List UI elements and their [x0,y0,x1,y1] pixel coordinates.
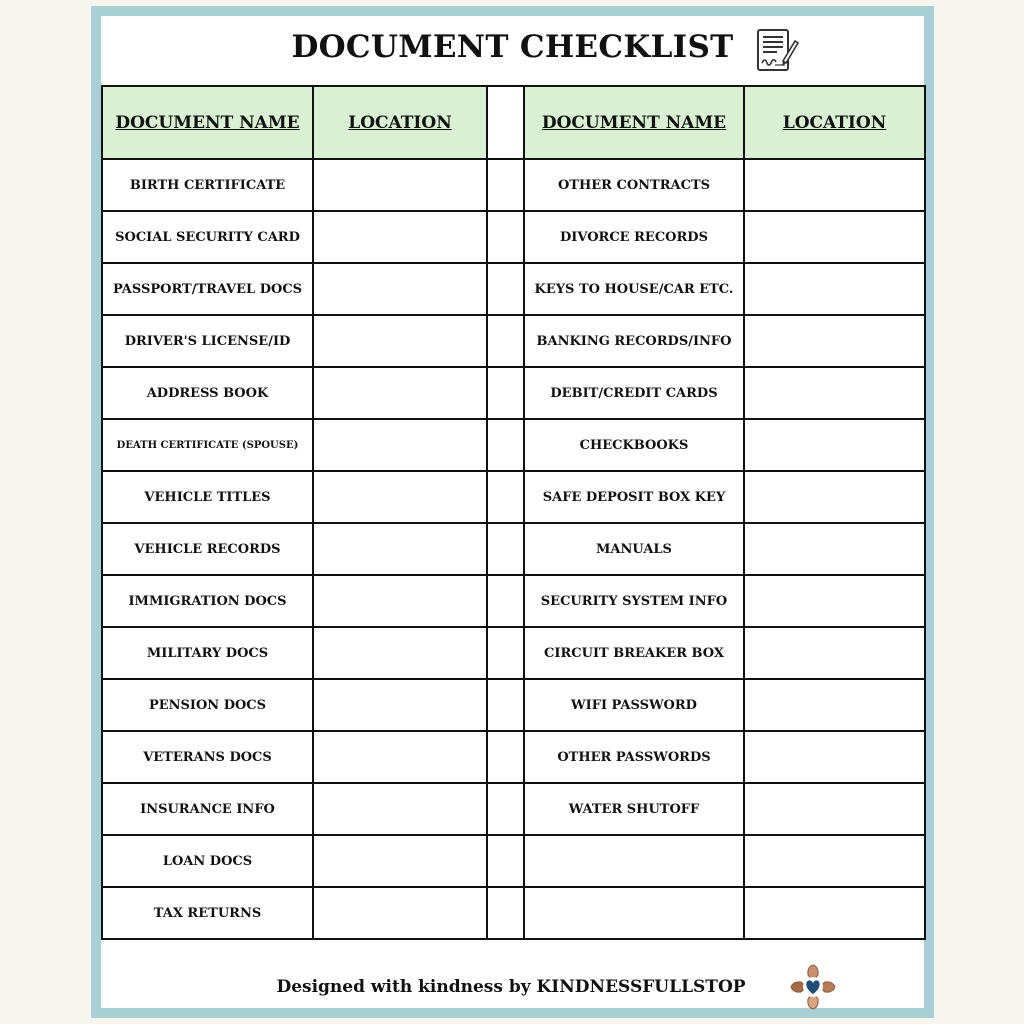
checklist-page [91,6,934,1018]
left-location-cell[interactable] [313,419,487,471]
right-location-cell[interactable] [744,263,925,315]
left-document-name: VEHICLE RECORDS [102,523,313,575]
right-document-name: SECURITY SYSTEM INFO [524,575,744,627]
divider-cell [487,159,524,211]
title-bar [101,16,924,86]
left-document-name: PENSION DOCS [102,679,313,731]
divider-cell [487,471,524,523]
right-location-cell[interactable] [744,367,925,419]
left-location-header: LOCATION [313,86,487,159]
checklist-table [101,85,926,940]
footer-credit: Designed with kindness by KINDNESSFULLSTOP [276,977,746,997]
divider-cell [487,367,524,419]
left-document-name: LOAN DOCS [102,835,313,887]
right-name-header: DOCUMENT NAME [524,86,744,159]
left-location-cell[interactable] [313,783,487,835]
table-row [102,263,925,315]
right-document-name: SAFE DEPOSIT BOX KEY [524,471,744,523]
left-document-name: TAX RETURNS [102,887,313,939]
right-location-cell[interactable] [744,211,925,263]
right-document-name: OTHER CONTRACTS [524,159,744,211]
left-name-header: DOCUMENT NAME [102,86,313,159]
right-document-name: CHECKBOOKS [524,419,744,471]
right-document-name: MANUALS [524,523,744,575]
header-row [102,86,925,159]
left-document-name: DEATH CERTIFICATE (SPOUSE) [102,419,313,471]
divider-cell [487,315,524,367]
table-row [102,315,925,367]
table-row [102,783,925,835]
right-location-cell[interactable] [744,679,925,731]
left-location-cell[interactable] [313,315,487,367]
table-row [102,575,925,627]
right-document-name [524,835,744,887]
left-location-cell[interactable] [313,731,487,783]
right-document-name: KEYS TO HOUSE/CAR ETC. [524,263,744,315]
divider-cell [487,887,524,939]
right-location-cell[interactable] [744,575,925,627]
right-document-name: BANKING RECORDS/INFO [524,315,744,367]
left-location-cell[interactable] [313,575,487,627]
right-document-name: WIFI PASSWORD [524,679,744,731]
right-location-cell[interactable] [744,783,925,835]
right-location-cell[interactable] [744,419,925,471]
right-location-cell[interactable] [744,523,925,575]
right-location-cell[interactable] [744,835,925,887]
right-location-cell[interactable] [744,315,925,367]
right-document-name: DEBIT/CREDIT CARDS [524,367,744,419]
table-row [102,523,925,575]
left-document-name: SOCIAL SECURITY CARD [102,211,313,263]
left-location-cell[interactable] [313,887,487,939]
table-row [102,211,925,263]
table-row [102,367,925,419]
left-document-name: VETERANS DOCS [102,731,313,783]
table-row [102,471,925,523]
right-location-cell[interactable] [744,731,925,783]
table-row [102,731,925,783]
left-document-name: VEHICLE TITLES [102,471,313,523]
right-document-name: WATER SHUTOFF [524,783,744,835]
table-row [102,887,925,939]
left-document-name: ADDRESS BOOK [102,367,313,419]
signed-document-icon [753,27,801,75]
table-row [102,679,925,731]
right-document-name: DIVORCE RECORDS [524,211,744,263]
left-location-cell[interactable] [313,263,487,315]
left-location-cell[interactable] [313,835,487,887]
divider-column [487,86,524,159]
heart-hands-logo-icon [787,961,839,1013]
footer [101,956,924,1018]
left-document-name: DRIVER'S LICENSE/ID [102,315,313,367]
left-document-name: INSURANCE INFO [102,783,313,835]
divider-cell [487,523,524,575]
left-location-cell[interactable] [313,627,487,679]
left-location-cell[interactable] [313,159,487,211]
divider-cell [487,263,524,315]
left-document-name: BIRTH CERTIFICATE [102,159,313,211]
page-title: DOCUMENT CHECKLIST [291,29,734,65]
left-document-name: MILITARY DOCS [102,627,313,679]
divider-cell [487,679,524,731]
left-location-cell[interactable] [313,211,487,263]
right-document-name [524,887,744,939]
divider-cell [487,835,524,887]
table-row [102,835,925,887]
left-location-cell[interactable] [313,367,487,419]
left-document-name: PASSPORT/TRAVEL DOCS [102,263,313,315]
divider-cell [487,783,524,835]
left-location-cell[interactable] [313,679,487,731]
divider-cell [487,627,524,679]
right-location-cell[interactable] [744,159,925,211]
table-row [102,159,925,211]
divider-cell [487,419,524,471]
right-location-header: LOCATION [744,86,925,159]
divider-cell [487,575,524,627]
left-document-name: IMMIGRATION DOCS [102,575,313,627]
right-document-name: CIRCUIT BREAKER BOX [524,627,744,679]
left-location-cell[interactable] [313,471,487,523]
left-location-cell[interactable] [313,523,487,575]
right-location-cell[interactable] [744,471,925,523]
right-document-name: OTHER PASSWORDS [524,731,744,783]
table-row [102,419,925,471]
right-location-cell[interactable] [744,627,925,679]
divider-cell [487,211,524,263]
right-location-cell[interactable] [744,887,925,939]
divider-cell [487,731,524,783]
table-row [102,627,925,679]
